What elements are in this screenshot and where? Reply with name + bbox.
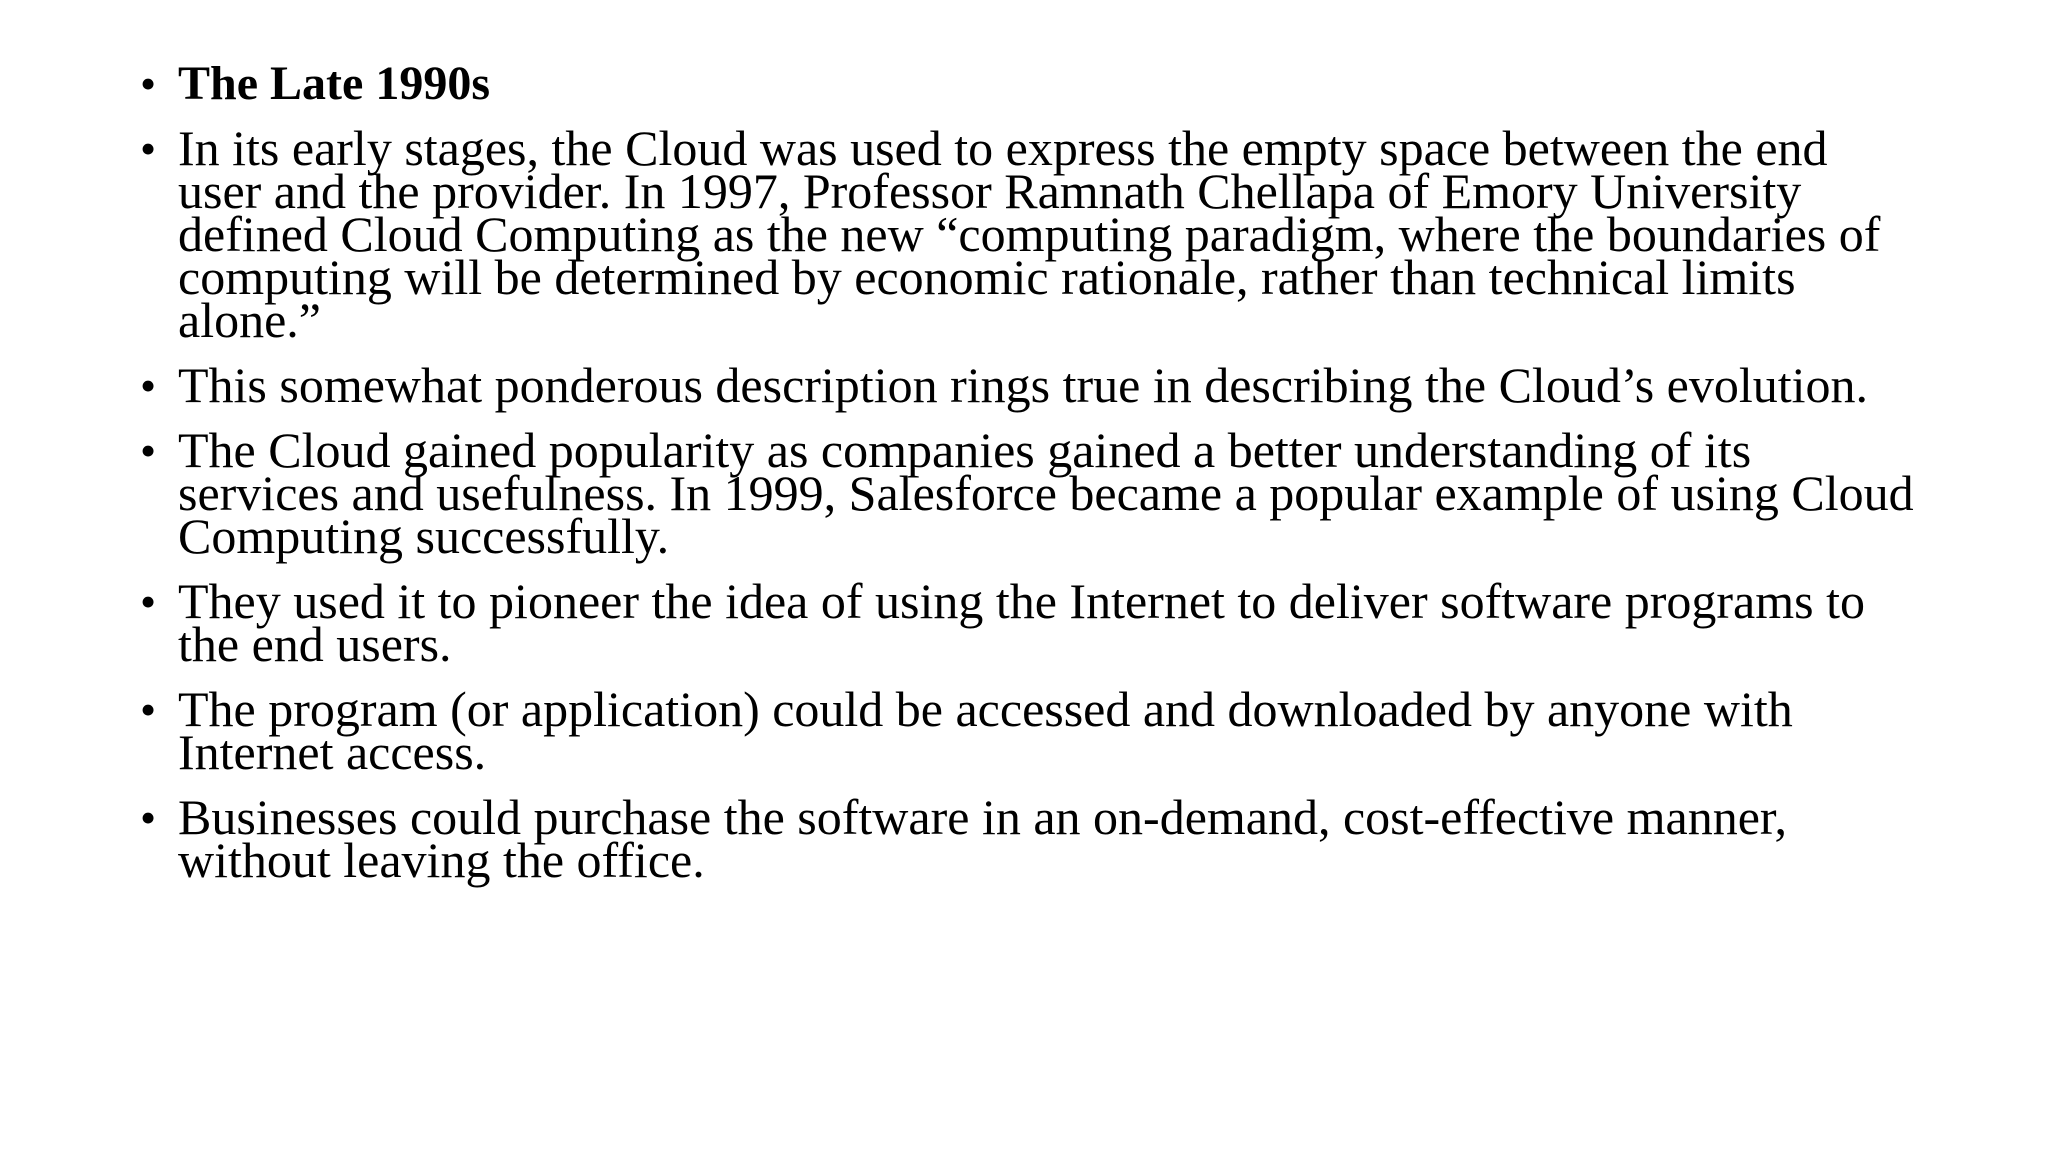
bullet-icon: • <box>140 684 157 735</box>
bullet-icon: • <box>140 58 157 109</box>
bullet-item <box>140 573 1920 672</box>
bullet-text: Businesses could purchase the software in an on-demand, cost-effective manner, without leaving the office. <box>178 789 1788 888</box>
bullet-text: The program (or application) could be accessed and downloaded by anyone with Internet access. <box>178 681 1793 780</box>
bullet-icon: • <box>140 360 157 411</box>
bullet-list <box>140 57 1920 904</box>
bullet-icon: • <box>140 123 157 174</box>
bullet-icon: • <box>140 576 157 627</box>
bullet-item <box>140 120 1920 348</box>
bullet-item <box>140 422 1920 564</box>
bullet-item-heading <box>140 57 1920 110</box>
bullet-text: They used it to pioneer the idea of using the Internet to deliver software programs to the end users. <box>178 573 1865 672</box>
bullet-icon: • <box>140 425 157 476</box>
bullet-item <box>140 789 1920 888</box>
bullet-item <box>140 681 1920 780</box>
bullet-icon: • <box>140 792 157 843</box>
bullet-text: The Cloud gained popularity as companies gained a better understanding of its services and usefulness. In 1999, Salesforce became a popular example of using Cloud Computing successfully. <box>178 422 1914 564</box>
section-heading: The Late 1990s <box>178 57 490 110</box>
bullet-text: This somewhat ponderous description rings true in describing the Cloud’s evolution. <box>178 357 1869 413</box>
bullet-text: In its early stages, the Cloud was used to express the empty space between the end user and the provider. In 1997, Professor Ramnath Chellapa of Emory University defined Cloud Computing as the new “computing paradigm, where the boundaries of computing will be determined by economic rationale, rather than technical limits alone.” <box>178 120 1881 348</box>
bullet-item <box>140 357 1920 413</box>
